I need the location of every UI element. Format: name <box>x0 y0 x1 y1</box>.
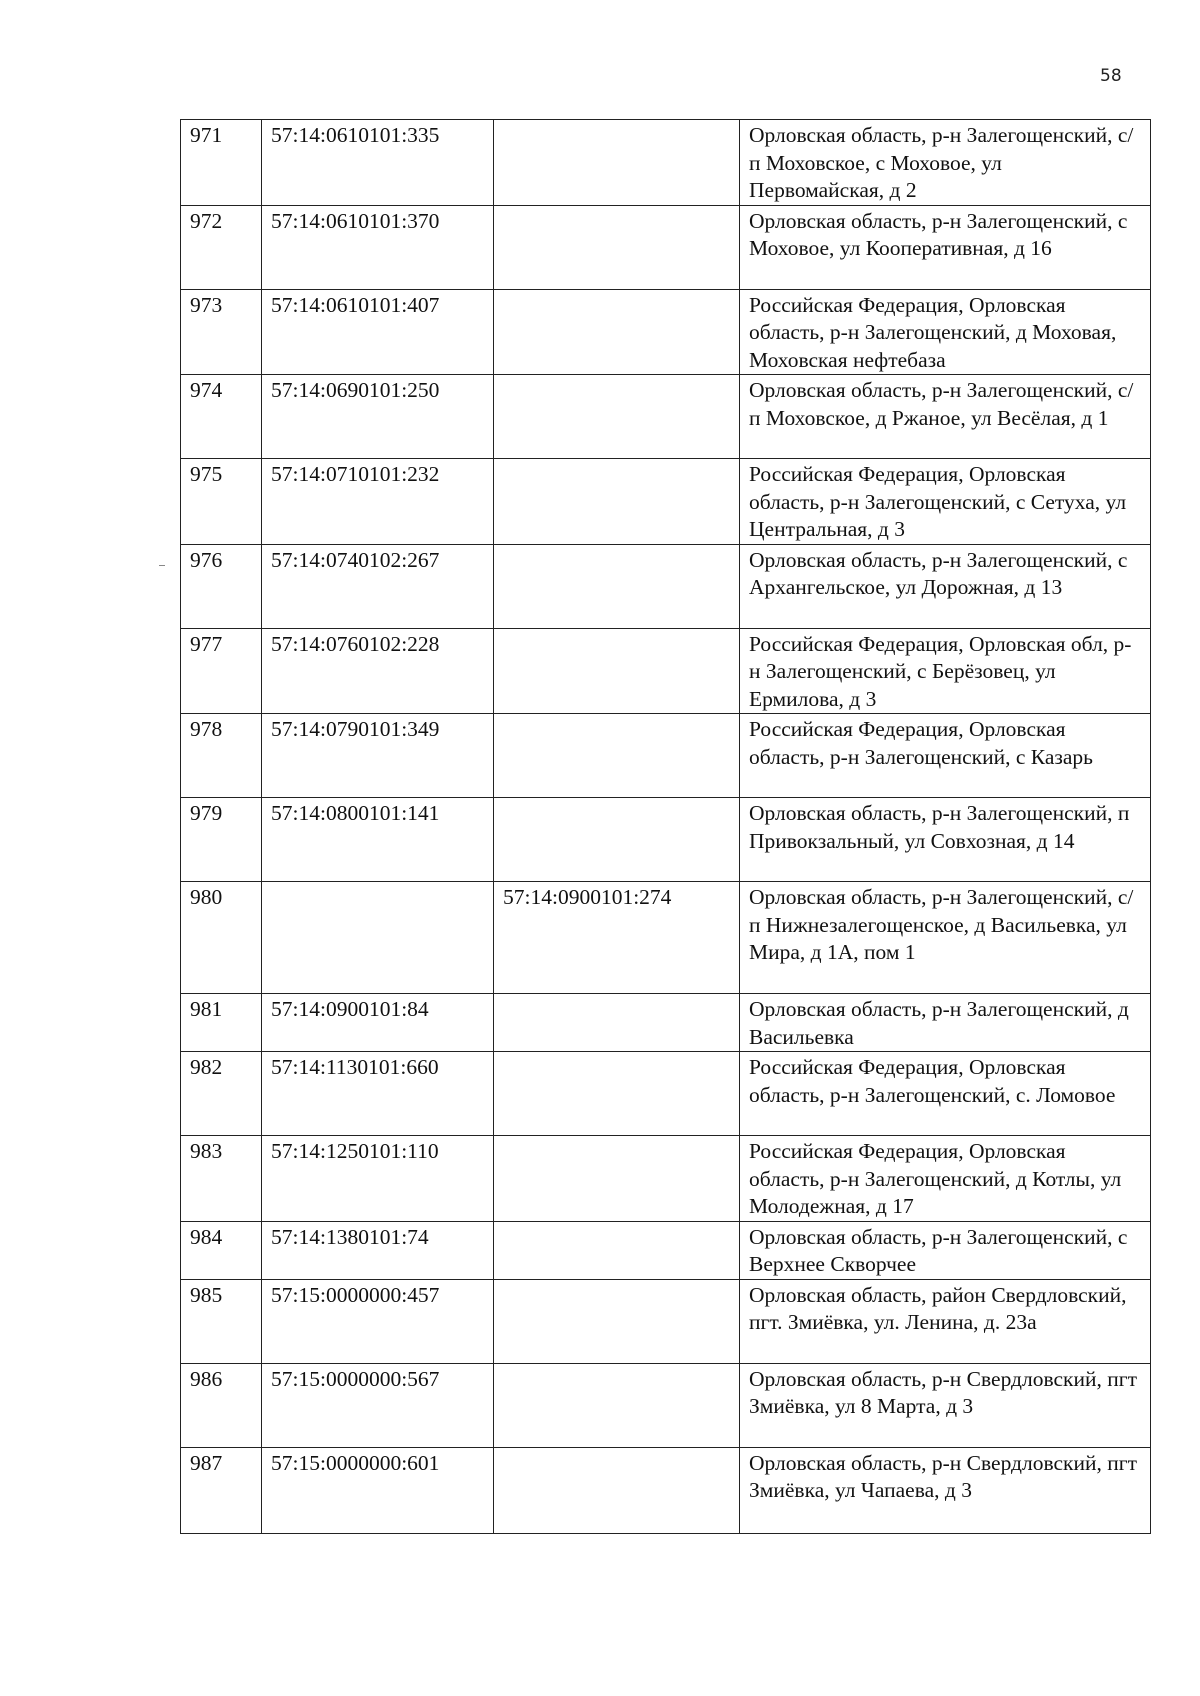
building-cadastral-number-cell <box>494 628 740 714</box>
address-cell: Российская Федерация, Орловская обл, р-н Залегощенский, с Берёзовец, ул Ермилова, д 3 <box>740 628 1151 714</box>
registry-table <box>180 119 1151 1534</box>
address-cell: Российская Федерация, Орловская область, р-н Залегощенский, д Моховая, Моховская нефтебаза <box>740 289 1151 375</box>
building-cadastral-number-cell <box>494 1052 740 1136</box>
table-row <box>181 544 1151 628</box>
address-cell: Орловская область, р-н Свердловский, пгт Змиёвка, ул 8 Марта, д 3 <box>740 1363 1151 1447</box>
building-cadastral-number-cell <box>494 1221 740 1279</box>
building-cadastral-number-cell <box>494 459 740 545</box>
cadastral-number-cell: 57:14:0740102:267 <box>262 544 494 628</box>
row-number-cell: 978 <box>181 714 262 798</box>
building-cadastral-number-cell <box>494 714 740 798</box>
building-cadastral-number-cell <box>494 544 740 628</box>
row-number-cell: 981 <box>181 994 262 1052</box>
address-cell: Орловская область, р-н Залегощенский, с Верхнее Скворчее <box>740 1221 1151 1279</box>
row-number-cell: 972 <box>181 205 262 289</box>
registry-table-body <box>181 120 1151 1534</box>
table-row <box>181 994 1151 1052</box>
building-cadastral-number-cell <box>494 1447 740 1533</box>
address-cell: Орловская область, р-н Залегощенский, с/п Моховское, д Ржаное, ул Весёлая, д 1 <box>740 375 1151 459</box>
address-cell: Российская Федерация, Орловская область, р-н Залегощенский, с Казарь <box>740 714 1151 798</box>
row-number-cell: 974 <box>181 375 262 459</box>
address-cell: Орловская область, р-н Залегощенский, д Васильевка <box>740 994 1151 1052</box>
table-row <box>181 798 1151 882</box>
address-cell: Орловская область, район Свердловский, пгт. Змиёвка, ул. Ленина, д. 23а <box>740 1279 1151 1363</box>
row-number-cell: 987 <box>181 1447 262 1533</box>
building-cadastral-number-cell: 57:14:0900101:274 <box>494 882 740 994</box>
cadastral-number-cell: 57:14:0710101:232 <box>262 459 494 545</box>
row-number-cell: 986 <box>181 1363 262 1447</box>
cadastral-number-cell: 57:15:0000000:457 <box>262 1279 494 1363</box>
cadastral-number-cell: 57:14:1130101:660 <box>262 1052 494 1136</box>
row-number-cell: 980 <box>181 882 262 994</box>
row-number-cell: 975 <box>181 459 262 545</box>
building-cadastral-number-cell <box>494 1136 740 1222</box>
cadastral-number-cell: 57:14:0900101:84 <box>262 994 494 1052</box>
address-cell: Российская Федерация, Орловская область, р-н Залегощенский, д Котлы, ул Молодежная, д 17 <box>740 1136 1151 1222</box>
cadastral-number-cell: 57:14:0690101:250 <box>262 375 494 459</box>
table-row <box>181 1363 1151 1447</box>
address-cell: Орловская область, р-н Залегощенский, с/п Моховское, с Моховое, ул Первомайская, д 2 <box>740 120 1151 206</box>
table-row <box>181 714 1151 798</box>
address-cell: Российская Федерация, Орловская область, р-н Залегощенский, с Сетуха, ул Центральная, д 3 <box>740 459 1151 545</box>
row-number-cell: 984 <box>181 1221 262 1279</box>
cadastral-number-cell: 57:14:0760102:228 <box>262 628 494 714</box>
cadastral-number-cell: 57:14:1380101:74 <box>262 1221 494 1279</box>
address-cell: Орловская область, р-н Залегощенский, с/п Нижнезалегощенское, д Васильевка, ул Мира, д 1А, пом 1 <box>740 882 1151 994</box>
table-row <box>181 1136 1151 1222</box>
cadastral-number-cell: 57:15:0000000:601 <box>262 1447 494 1533</box>
table-row <box>181 459 1151 545</box>
address-cell: Орловская область, р-н Залегощенский, п Привокзальный, ул Совхозная, д 14 <box>740 798 1151 882</box>
page-number: 58 <box>1100 66 1122 86</box>
table-row <box>181 120 1151 206</box>
building-cadastral-number-cell <box>494 205 740 289</box>
cadastral-number-cell: 57:14:0610101:407 <box>262 289 494 375</box>
table-row <box>181 1447 1151 1533</box>
row-number-cell: 971 <box>181 120 262 206</box>
table-row <box>181 882 1151 994</box>
cadastral-number-cell: 57:15:0000000:567 <box>262 1363 494 1447</box>
table-row <box>181 289 1151 375</box>
row-number-cell: 985 <box>181 1279 262 1363</box>
row-number-cell: 983 <box>181 1136 262 1222</box>
address-cell: Орловская область, р-н Залегощенский, с Моховое, ул Кооперативная, д 16 <box>740 205 1151 289</box>
cadastral-number-cell: 57:14:0790101:349 <box>262 714 494 798</box>
scan-mark <box>159 565 165 566</box>
building-cadastral-number-cell <box>494 1363 740 1447</box>
building-cadastral-number-cell <box>494 994 740 1052</box>
building-cadastral-number-cell <box>494 798 740 882</box>
cadastral-number-cell: 57:14:1250101:110 <box>262 1136 494 1222</box>
building-cadastral-number-cell <box>494 1279 740 1363</box>
cadastral-number-cell: 57:14:0610101:370 <box>262 205 494 289</box>
cadastral-number-cell: 57:14:0610101:335 <box>262 120 494 206</box>
table-row <box>181 375 1151 459</box>
table-row <box>181 1279 1151 1363</box>
row-number-cell: 977 <box>181 628 262 714</box>
table-row <box>181 205 1151 289</box>
cadastral-number-cell <box>262 882 494 994</box>
table-row <box>181 628 1151 714</box>
building-cadastral-number-cell <box>494 375 740 459</box>
row-number-cell: 979 <box>181 798 262 882</box>
address-cell: Российская Федерация, Орловская область, р-н Залегощенский, с. Ломовое <box>740 1052 1151 1136</box>
address-cell: Орловская область, р-н Залегощенский, с Архангельское, ул Дорожная, д 13 <box>740 544 1151 628</box>
row-number-cell: 973 <box>181 289 262 375</box>
building-cadastral-number-cell <box>494 289 740 375</box>
row-number-cell: 982 <box>181 1052 262 1136</box>
table-row <box>181 1221 1151 1279</box>
address-cell: Орловская область, р-н Свердловский, пгт Змиёвка, ул Чапаева, д 3 <box>740 1447 1151 1533</box>
cadastral-number-cell: 57:14:0800101:141 <box>262 798 494 882</box>
row-number-cell: 976 <box>181 544 262 628</box>
table-row <box>181 1052 1151 1136</box>
building-cadastral-number-cell <box>494 120 740 206</box>
